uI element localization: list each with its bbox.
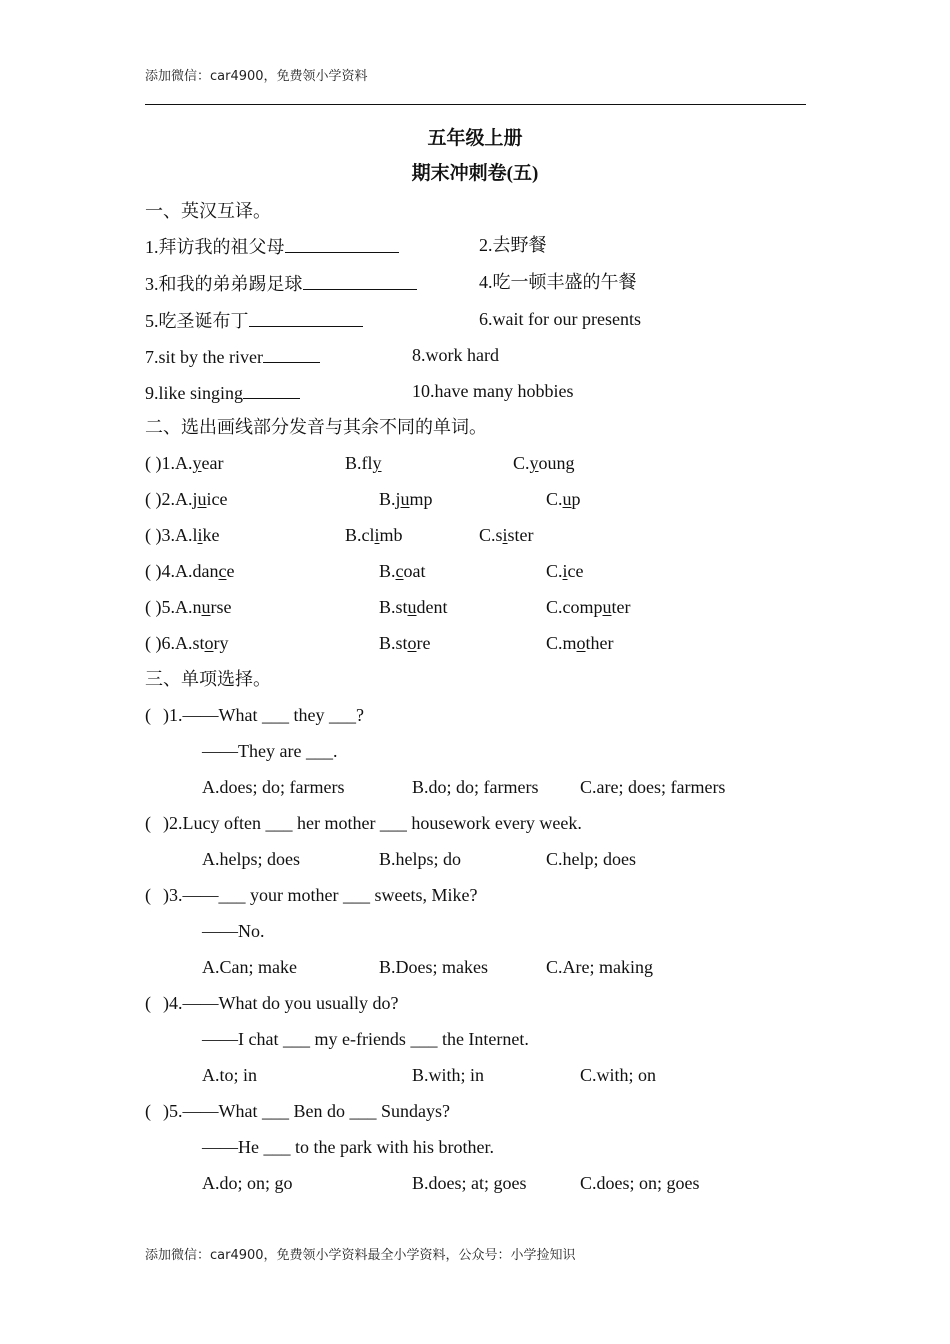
phonics-question-2: ( )2.A.juice (145, 489, 228, 509)
phonics-option-b[interactable]: B.jump (379, 489, 433, 509)
phonics-option-c[interactable]: C.up (546, 489, 581, 509)
phonics-option-c[interactable]: C.mother (546, 633, 614, 653)
phonics-question-3: ( )3.A.like (145, 525, 220, 545)
phonics-option-c[interactable]: C.computer (546, 597, 631, 617)
choice-question-1-answer-line: ——They are ___. (202, 741, 338, 761)
translate-item-10: 10.have many hobbies (412, 381, 574, 401)
answer-blank[interactable] (303, 273, 417, 290)
choice-option-b[interactable]: B.with; in (412, 1065, 485, 1085)
answer-blank[interactable] (243, 382, 300, 399)
choice-option-c[interactable]: C.with; on (580, 1065, 657, 1085)
translate-item-2: 2.去野餐 (479, 235, 547, 255)
phonics-option-b[interactable]: B.coat (379, 561, 426, 581)
choice-option-c[interactable]: C.does; on; goes (580, 1173, 700, 1193)
choice-option-a[interactable]: A.Can; make (202, 957, 297, 977)
choice-question-2: ( )2.Lucy often ___ her mother ___ housework every week. (145, 813, 582, 833)
translate-item-8: 8.work hard (412, 345, 499, 365)
choice-question-5: ( )5.——What ___ Ben do ___ Sundays? (145, 1101, 450, 1121)
choice-question-3: ( )3.——___ your mother ___ sweets, Mike? (145, 885, 478, 905)
choice-option-a[interactable]: A.do; on; go (202, 1173, 293, 1193)
phonics-question-5: ( )5.A.nurse (145, 597, 232, 617)
phonics-option-c[interactable]: C.ice (546, 561, 584, 581)
translate-item-7: 7.sit by the river (145, 346, 320, 366)
choice-option-b[interactable]: B.does; at; goes (412, 1173, 527, 1193)
choice-question-4-answer-line: ——I chat ___ my e-friends ___ the Internet. (202, 1029, 529, 1049)
translate-item-5: 5.吃圣诞布丁 (145, 310, 363, 330)
choice-option-a[interactable]: A.to; in (202, 1065, 258, 1085)
translate-item-9: 9.like singing (145, 382, 300, 402)
header-note: 添加微信：car4900，免费领小学资料 (145, 69, 368, 84)
section2-heading: 二、选出画线部分发音与其余不同的单词。 (145, 417, 487, 437)
translate-item-3: 3.和我的弟弟踢足球 (145, 273, 417, 293)
section1-heading: 一、英汉互译。 (145, 201, 271, 221)
translate-item-1: 1.拜访我的祖父母 (145, 236, 399, 256)
choice-option-b[interactable]: B.Does; makes (379, 957, 488, 977)
phonics-option-c[interactable]: C.sister (479, 525, 534, 545)
choice-question-1: ( )1.——What ___ they ___? (145, 705, 364, 725)
choice-option-c[interactable]: C.are; does; farmers (580, 777, 726, 797)
phonics-option-c[interactable]: C.young (513, 453, 575, 473)
phonics-question-1: ( )1.A.year (145, 453, 224, 473)
choice-option-b[interactable]: B.helps; do (379, 849, 462, 869)
choice-question-3-answer-line: ——No. (202, 921, 265, 941)
translate-item-4: 4.吃一顿丰盛的午餐 (479, 272, 637, 292)
choice-option-c[interactable]: C.help; does (546, 849, 636, 869)
answer-blank[interactable] (263, 346, 320, 363)
page-title: 五年级上册 (427, 128, 523, 149)
choice-option-a[interactable]: A.helps; does (202, 849, 300, 869)
answer-blank[interactable] (285, 236, 399, 253)
choice-question-4: ( )4.——What do you usually do? (145, 993, 399, 1013)
header-divider (145, 104, 806, 105)
choice-option-b[interactable]: B.do; do; farmers (412, 777, 539, 797)
phonics-option-b[interactable]: B.student (379, 597, 448, 617)
phonics-question-4: ( )4.A.dance (145, 561, 235, 581)
answer-blank[interactable] (249, 310, 363, 327)
translate-item-6: 6.wait for our presents (479, 309, 641, 329)
choice-question-5-answer-line: ——He ___ to the park with his brother. (202, 1137, 494, 1157)
footer-note: 添加微信：car4900，免费领小学资料最全小学资料，公众号：小学捡知识 (145, 1248, 576, 1263)
phonics-option-b[interactable]: B.store (379, 633, 431, 653)
choice-option-c[interactable]: C.Are; making (546, 957, 653, 977)
choice-option-a[interactable]: A.does; do; farmers (202, 777, 345, 797)
section3-heading: 三、单项选择。 (145, 669, 271, 689)
phonics-question-6: ( )6.A.story (145, 633, 229, 653)
phonics-option-b[interactable]: B.climb (345, 525, 403, 545)
phonics-option-b[interactable]: B.fly (345, 453, 382, 473)
page-subtitle: 期末冲刺卷(五) (411, 163, 539, 184)
